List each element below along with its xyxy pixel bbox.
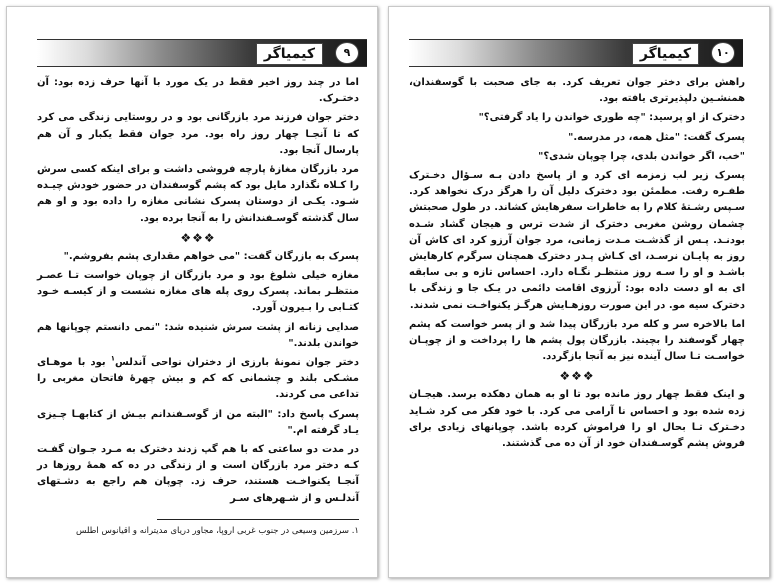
page-body-right [409,75,745,455]
paragraph: مرد بازرگان مغازهٔ پارچه فروشی داشت و برای اینکه کسی سرش را کـلاه نگذارد مایل بود که پشم گوسفندان در حضور خودش چیـده شـود. یکـی از دوستان پسرک نشانی مغازه را داده بود و او هم سال گذشته گوسـفندانش را به آنجا برده بود. [37,164,359,224]
page-header-left [37,39,367,67]
paragraph: در مدت دو ساعتی که با هم گپ زدند دخترک به مـرد جـوان گفـت کـه دختر مرد بازرگان است و از زندگی در ده که همهٔ روزها در آنجـا یکنواخـت هستند، حرف زد. چوپان هم راجع به دشـتهای آندلـس و از شـهرهای سـر [37,444,359,504]
book-title-left: کیمیاگر [256,43,323,65]
paragraph-part: دختر جوان نمونهٔ بارزی از دختران نواحی آندلس [115,357,360,369]
paragraph: اما در چند روز اخیر فقط در یک مورد با آنها حرف زده بود: آن دختـرک. [37,77,359,105]
paragraph: مغازه خیلی شلوغ بود و مرد بازرگان از چوپان خواست تـا عصـر منتظـر بماند. پسرک روی پله های مغازه نشست و از کیسـه خـود کتـابی را بـیرون آورد. [37,270,359,314]
page-number-right: ۱۰ [711,42,735,64]
page-body-left [37,75,359,510]
paragraph-part: بود با موهـای مشـکی بلند و چشمانی که کم و بیش چهرهٔ فاتحان مغربی را تداعی می کردند. [37,357,359,401]
book-title-right: کیمیاگر [632,43,699,65]
paragraph: پسرک زیر لب زمزمه ای کرد و از پاسخ دادن بـه سـؤال دخـترک طفـره رفت. مطمئن بود دخترک دلیل آن را هرگز درک نخواهد کرد. سـپس رشـتهٔ کلام را به خاطرات سفرهایش کشاند. در طول صحبتش چشمان روشن مغربی دخترک از شدت ترس و هیجان گشاد شـده بودنـد. پـس از گذشـت مـدت زمانی، مرد جوان آرزو کرد ای کاش آن روز به پایـان نرسـد، ای کـاش پـدر دخترک همچنان سرگرم کارهایش باشـد و او را سـه روز منتظـر نگـاه دارد. احساس تازه و بی سابقه ای به او دست داده بود: آرزوی اقامت دائمی در یـک جا و زندگی با دخترک سیه مو. در این صورت روزهـایش هرگـز یکنواخـت نمی شدند. [409,170,745,311]
paragraph: دخترک از او پرسید: "چه طوری خواندن را یاد گرفتی؟" [478,112,745,124]
paragraph: اما بالاخره سر و کله مرد بازرگان پیدا شد و از پسر خواست که پشم چهار گوسفند را بچیند. بازرگان پول پشم ها را پرداخت و از چوپـان خواسـت تـا سال آینده نیز به آنجا بازگردد. [409,318,745,363]
paragraph: پسرک به بازرگان گفت: "می خواهم مقداری پشم بفروشم." [63,250,359,262]
footnote-marker: ۱ [110,354,116,363]
paragraph: پسرک گفت: "مثل همه، در مدرسه." [568,131,745,143]
book-page-right [388,6,770,578]
paragraph: و اینک فقط چهار روز مانده بود تا او به همان دهکده برسد. هیجـان زده شده بود و احساس نا آرامی می کرد. با خود فکر می کرد شـاید دخـترک تـا بحال او را فراموش کرده باشد. چوپانهای زیادی برای فروش پشم گوسـفندان خود از آن ده می گذشتند. [409,389,745,450]
paragraph: پسرک پاسخ داد: "البته من از گوسـفندانم بیـش از کتابهـا چـیزی یـاد گرفته ام." [37,408,359,436]
footnote-divider [157,519,359,520]
paragraph: دختر جوان فرزند مرد بازرگانی بود و در روستایی زندگی می کرد که تا آنجـا چهار روز راه بود. مرد جوان فقط یکبار و آن هم پارسال آنجا بود. [37,112,359,156]
footnote: ۱. سرزمین وسیعی در جنوب غربی اروپا، مجاور دریای مدیترانه و اقیانوس اطلس [76,526,359,536]
paragraph: راهش برای دختر جوان تعریف کرد. به جای صحبت با گوسفندان، همنشـین دلپذیرتری یافته بود. [409,77,745,105]
page-header-right [409,39,743,67]
page-number-left: ۹ [335,42,359,64]
paragraph: صدایی زنانه از پشت سرش شنیده شد: "نمی دانستم چوپانها هم خواندن بلدند." [37,321,359,349]
book-page-left [6,6,378,578]
paragraph [37,355,359,404]
paragraph: "خب، اگر خواندن بلدی، چرا چوپان شدی؟" [538,150,745,162]
section-separator: ❖❖❖ [180,230,216,245]
section-separator: ❖❖❖ [559,369,595,384]
